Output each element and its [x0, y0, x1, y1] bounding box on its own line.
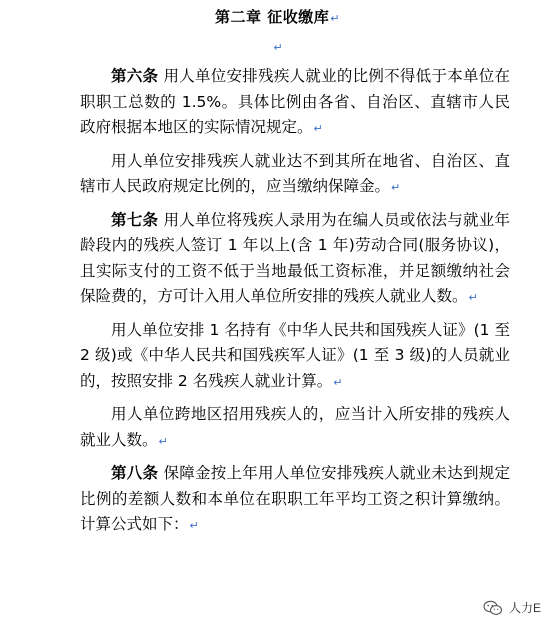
chapter-title: [0, 7, 555, 29]
paragraph-mark-icon: ↵: [468, 291, 478, 304]
article-number: 第八条: [111, 464, 159, 482]
paragraph-mark-icon: ↵: [273, 41, 283, 54]
paragraph-text: 用人单位跨地区招用残疾人的，应当计入所安排的残疾人就业人数。: [80, 405, 510, 449]
paragraph: [80, 461, 510, 539]
paragraph: [80, 402, 510, 454]
paragraph: [80, 208, 510, 311]
paragraph-text: 用人单位将残疾人录用为在编人员或依法与就业年龄段内的残疾人签订 1 年以上(含 1 年)劳动合同(服务协议)，且实际支付的工资不低于当地最低工资标准，并足额缴纳社会保险费的，方可计入用人单位所安排的残疾人就业人数。: [80, 210, 510, 305]
paragraph: [80, 318, 510, 396]
paragraph: [80, 149, 510, 201]
wechat-icon: [483, 600, 503, 616]
paragraph: [80, 64, 510, 142]
empty-line: [0, 38, 555, 56]
watermark: [483, 599, 541, 616]
paragraph-text: 用人单位安排 1 名持有《中华人民共和国残疾人证》(1 至 2 级)或《中华人民共和国残疾军人证》(1 至 3 级)的人员就业的，按照安排 2 名残疾人就业计算。: [80, 320, 510, 390]
article-number: 第六条: [111, 67, 159, 85]
paragraph-text: 用人单位安排残疾人就业的比例不得低于本单位在职职工总数的 1.5%。具体比例由各省、自治区、直辖市人民政府根据本地区的实际情况规定。: [80, 67, 510, 136]
watermark-label: 人力E: [508, 601, 541, 615]
paragraph-mark-icon: ↵: [330, 12, 340, 25]
paragraph-mark-icon: ↵: [391, 181, 401, 194]
paragraph-mark-icon: ↵: [158, 434, 168, 448]
article-number: 第七条: [111, 210, 159, 229]
paragraph-mark-icon: ↵: [189, 519, 199, 532]
paragraph-mark-icon: ↵: [313, 122, 323, 135]
paragraph-text: 保障金按上年用人单位安排残疾人就业未达到规定比例的差额人数和本单位在职职工年平均工资之积计算缴纳。计算公式如下：: [80, 464, 510, 533]
paragraph-text: 用人单位安排残疾人就业达不到其所在地省、自治区、直辖市人民政府规定比例的，应当缴纳保障金。: [80, 151, 510, 195]
document-body: [80, 64, 510, 546]
chapter-title-text: 第二章 征收缴库: [215, 8, 330, 26]
paragraph-mark-icon: ↵: [333, 375, 343, 389]
